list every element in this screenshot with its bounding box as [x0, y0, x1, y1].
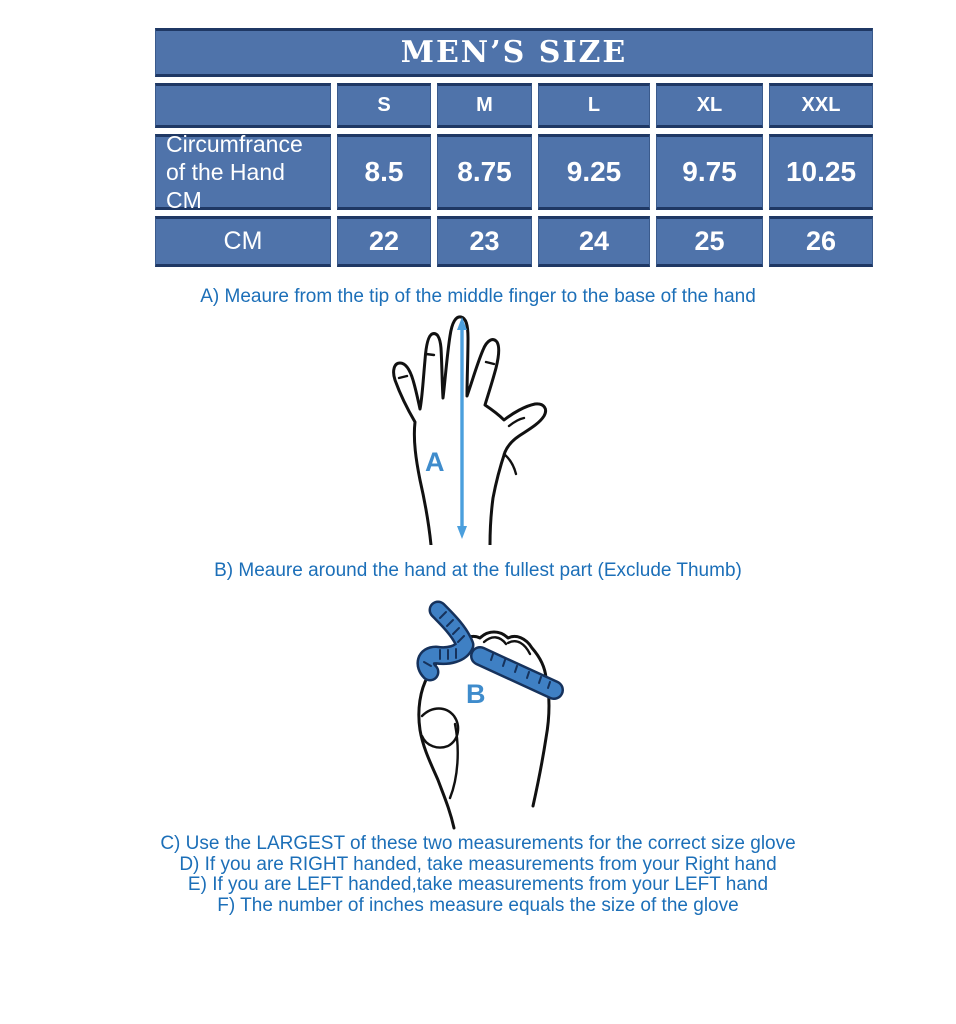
row-label-circumference: Circumfrance of the Hand CM	[155, 134, 331, 210]
fist-diagram	[398, 598, 568, 833]
cm-value-xl: 25	[656, 216, 763, 267]
circumference-value-xxl: 10.25	[769, 134, 873, 210]
instruction-a: A) Meaure from the tip of the middle finger to the base of the hand	[200, 286, 756, 307]
instruction-e: E) If you are LEFT handed,take measurements from your LEFT hand	[187, 874, 769, 895]
hand-arrow-label: A	[425, 447, 445, 477]
instructions-c-to-f	[0, 834, 956, 916]
hand-outline	[394, 317, 546, 545]
instruction-d: D) If you are RIGHT handed, take measurements from your Right hand	[179, 853, 777, 875]
cm-value-s: 22	[337, 216, 431, 267]
cm-value-l: 24	[538, 216, 650, 267]
column-header-l: L	[538, 83, 650, 128]
instruction-b: B) Meaure around the hand at the fullest part (Exclude Thumb)	[214, 560, 742, 581]
fist-tape-label: B	[466, 679, 486, 709]
column-header-m: M	[437, 83, 532, 128]
circumference-value-s: 8.5	[337, 134, 431, 210]
corner-cell	[155, 83, 331, 128]
cm-value-xxl: 26	[769, 216, 873, 267]
table-title: MEN’S SIZE	[155, 28, 873, 77]
instruction-c: C) Use the LARGEST of these two measurements for the correct size glove	[160, 833, 796, 854]
cm-value-m: 23	[437, 216, 532, 267]
circumference-value-l: 9.25	[538, 134, 650, 210]
circumference-value-m: 8.75	[437, 134, 532, 210]
column-header-xl: XL	[656, 83, 763, 128]
row-label-cm: CM	[155, 216, 331, 267]
circumference-value-xl: 9.75	[656, 134, 763, 210]
column-header-xxl: XXL	[769, 83, 873, 128]
column-header-s: S	[337, 83, 431, 128]
instruction-f: F) The number of inches measure equals the size of the glove	[217, 894, 739, 916]
open-hand-diagram	[363, 310, 558, 545]
mens-size-table	[155, 28, 873, 267]
